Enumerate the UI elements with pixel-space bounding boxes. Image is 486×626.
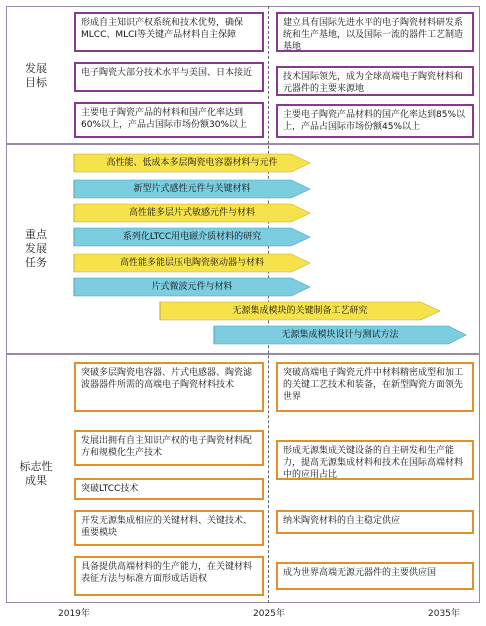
milestone-right-4: 成为世界高端无源元器件的主要供应国 xyxy=(276,562,474,590)
task-label-1: 高性能、低成本多层陶瓷电容器材料与元件 xyxy=(106,158,278,168)
milestones-label: 标志性 成果 xyxy=(19,460,53,487)
milestone-right-2: 形成无源集成关键设备的自主研发和生产能力，提高无源集成材料和技术在国际高端材料中的应用占比 xyxy=(276,440,474,480)
goals-label: 发展 目标 xyxy=(25,62,47,89)
task-arrow-7 xyxy=(160,302,440,320)
task-arrow-2 xyxy=(74,180,310,198)
milestone-left-4: 开发无源集成相应的关键材料、关键技术、重要模块 xyxy=(74,510,264,546)
task-arrow-6 xyxy=(74,278,310,296)
task-label-5: 高性能多能层压电陶瓷驱动器与材料 xyxy=(119,258,264,268)
task-label-8: 无源集成模块设计与测试方法 xyxy=(281,330,399,340)
milestone-right-1: 突破高端电子陶瓷元件中材料精密成型和加工的关键工艺技术和装备，在新型陶瓷方面领先世界 xyxy=(276,362,474,412)
task-arrow-3 xyxy=(74,204,310,222)
task-label-3: 高性能多层片式敏感元件与材料 xyxy=(128,208,255,218)
goal-left-2: 电子陶瓷大部分技术水平与美国、日本接近 xyxy=(74,62,264,92)
year-2025: 2025年 xyxy=(253,609,285,619)
goal-left-1: 形成自主知识产权系统和技术优势，确保MLCC、MLCI等关键产品材料自主保障 xyxy=(74,12,264,52)
year-2019: 2019年 xyxy=(58,609,90,619)
tasks-label: 重点 发展 任务 xyxy=(25,228,47,269)
task-arrow-4 xyxy=(74,228,310,246)
goal-right-1: 建立具有国际先进水平的电子陶瓷材料研发系统和生产基地，以及国际一流的器件工艺制造基地 xyxy=(276,12,474,52)
milestone-left-5: 具备提供高端材料的生产能力，在关键材料表征方法与标准方面形成话语权 xyxy=(74,556,264,596)
task-label-4: 系列化LTCC用电磁介质材料的研究 xyxy=(122,232,262,242)
goal-right-3: 主要电子陶瓷产品材料的国产化率达到85%以上，产品占国际市场份额45%以上 xyxy=(276,104,474,138)
goal-left-3: 主要电子陶瓷产品的材料和国产化率达到60%以上，产品占国际市场份额30%以上 xyxy=(74,102,264,138)
milestone-left-3: 突破LTCC技术 xyxy=(74,478,264,500)
goal-right-2: 技术国际领先，成为全球高端电子陶瓷材料和元器件的主要来源地 xyxy=(276,66,474,96)
year-2035: 2035年 xyxy=(428,609,460,619)
task-label-2: 新型片式感性元件与关键材料 xyxy=(133,184,251,194)
task-label-7: 无源集成模块的关键制备工艺研究 xyxy=(232,306,368,316)
milestone-right-3: 纳米陶瓷材料的自主稳定供应 xyxy=(276,510,474,534)
task-label-6: 片式微波元件与材料 xyxy=(151,282,233,292)
task-arrow-1 xyxy=(74,154,310,172)
milestone-left-2: 发展出拥有自主知识产权的电子陶瓷材料配方和规模化生产技术 xyxy=(74,430,264,466)
milestone-left-1: 突破多层陶瓷电容器、片式电感器、陶瓷滤波器器件所需的高端电子陶瓷材料技术 xyxy=(74,362,264,412)
tasks-section xyxy=(6,144,480,354)
task-arrow-5 xyxy=(74,254,310,272)
task-arrow-8 xyxy=(214,326,466,344)
